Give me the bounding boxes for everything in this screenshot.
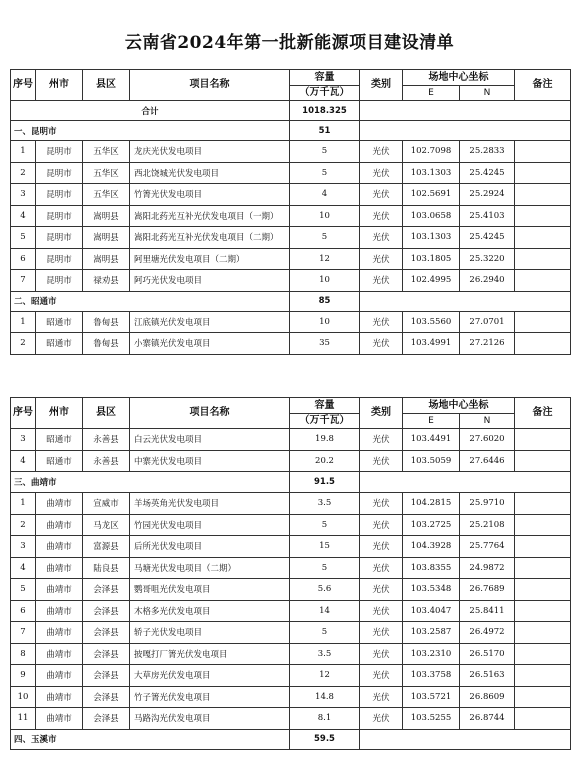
table-row [11,536,571,558]
row-number: 3 [11,429,36,451]
project-name-cell: 马路沟光伏发电项目 [130,708,290,730]
project-name-cell: 竹箐光伏发电项目 [130,184,290,206]
row-number: 7 [11,270,36,292]
latitude-cell: 25.4103 [460,205,515,227]
capacity-cell: 5 [290,514,360,536]
remark-cell [515,450,571,472]
remark-cell [515,493,571,515]
capacity-cell: 12 [290,248,360,270]
city-cell: 曲靖市 [36,557,83,579]
county-cell: 马龙区 [83,514,130,536]
table-row [11,686,571,708]
row-number: 6 [11,600,36,622]
table-row [11,450,571,472]
project-name-cell: 阿巧光伏发电项目 [130,270,290,292]
row-number: 3 [11,536,36,558]
project-name-cell: 木格多光伏发电项目 [130,600,290,622]
latitude-cell: 26.8609 [460,686,515,708]
latitude-cell: 26.5170 [460,643,515,665]
remark-cell [515,665,571,687]
table-row [11,600,571,622]
capacity-cell: 10 [290,311,360,333]
city-cell: 曲靖市 [36,686,83,708]
section-row [11,729,571,749]
project-name-cell: 小寨镇光伏发电项目 [130,333,290,355]
longitude-cell: 103.5059 [403,450,460,472]
type-cell: 光伏 [360,311,403,333]
latitude-cell: 27.0701 [460,311,515,333]
table-row [11,184,571,206]
section-label: 四、玉溪市 [11,729,290,749]
county-cell: 嵩明县 [83,227,130,249]
page-title: 云南省2024年第一批新能源项目建设清单 [124,33,455,53]
county-cell: 陆良县 [83,557,130,579]
col-header-remark: 备注 [515,70,571,101]
col-header-e: E [403,414,460,429]
city-cell: 曲靖市 [36,579,83,601]
row-number: 4 [11,205,36,227]
col-header-remark: 备注 [515,398,571,429]
longitude-cell: 104.3928 [403,536,460,558]
row-number: 1 [11,493,36,515]
row-number: 2 [11,162,36,184]
capacity-cell: 5 [290,622,360,644]
longitude-cell: 103.5348 [403,579,460,601]
remark-cell [515,333,571,355]
section-label: 三、曲靖市 [11,472,290,493]
latitude-cell: 25.4245 [460,227,515,249]
capacity-cell: 3.5 [290,493,360,515]
total-row [11,101,571,121]
county-cell: 会泽县 [83,708,130,730]
city-cell: 曲靖市 [36,665,83,687]
remark-cell [515,536,571,558]
table-row [11,270,571,292]
city-cell: 昆明市 [36,184,83,206]
project-name-cell: 竹园光伏发电项目 [130,514,290,536]
latitude-cell: 27.2126 [460,333,515,355]
col-header-type: 类别 [360,70,403,101]
remark-cell [515,708,571,730]
row-number: 10 [11,686,36,708]
col-header-city: 州市 [36,398,83,429]
total-label: 合计 [11,101,290,121]
remark-cell [515,311,571,333]
latitude-cell: 25.2833 [460,141,515,163]
section-subtotal: 59.5 [290,729,360,749]
remark-cell [515,184,571,206]
city-cell: 曲靖市 [36,493,83,515]
capacity-cell: 5.6 [290,579,360,601]
city-cell: 曲靖市 [36,514,83,536]
project-name-cell: 白云光伏发电项目 [130,429,290,451]
section-row [11,291,571,311]
table-row [11,162,571,184]
type-cell: 光伏 [360,557,403,579]
latitude-cell: 25.2108 [460,514,515,536]
project-name-cell: 羊场英角光伏发电项目 [130,493,290,515]
city-cell: 昆明市 [36,141,83,163]
remark-cell [515,270,571,292]
latitude-cell: 26.7689 [460,579,515,601]
county-cell: 永善县 [83,429,130,451]
capacity-cell: 10 [290,270,360,292]
section-empty-cell [360,291,571,311]
row-number: 7 [11,622,36,644]
longitude-cell: 103.1805 [403,248,460,270]
row-number: 2 [11,514,36,536]
longitude-cell: 103.4991 [403,333,460,355]
remark-cell [515,600,571,622]
section-label: 二、昭通市 [11,291,290,311]
remark-cell [515,429,571,451]
row-number: 9 [11,665,36,687]
remark-cell [515,162,571,184]
project-name-cell: 鹦哥咀光伏发电项目 [130,579,290,601]
city-cell: 昆明市 [36,205,83,227]
table-row [11,514,571,536]
capacity-cell: 10 [290,205,360,227]
longitude-cell: 104.2815 [403,493,460,515]
table-row [11,141,571,163]
section-empty-cell [360,121,571,141]
longitude-cell: 103.1303 [403,227,460,249]
county-cell: 永善县 [83,450,130,472]
longitude-cell: 103.5255 [403,708,460,730]
row-number: 2 [11,333,36,355]
section-empty-cell [360,729,571,749]
latitude-cell: 25.2924 [460,184,515,206]
row-number: 1 [11,311,36,333]
type-cell: 光伏 [360,708,403,730]
project-table-2 [10,397,571,750]
city-cell: 昭通市 [36,429,83,451]
county-cell: 会泽县 [83,643,130,665]
latitude-cell: 26.8744 [460,708,515,730]
section-subtotal: 51 [290,121,360,141]
section-subtotal: 91.5 [290,472,360,493]
table-row [11,708,571,730]
section-row [11,472,571,493]
county-cell: 宣威市 [83,493,130,515]
col-header-capacity: 容量 [290,398,360,414]
col-header-project: 项目名称 [130,398,290,429]
city-cell: 昆明市 [36,227,83,249]
table-row [11,429,571,451]
city-cell: 曲靖市 [36,600,83,622]
type-cell: 光伏 [360,579,403,601]
row-number: 5 [11,227,36,249]
capacity-cell: 5 [290,141,360,163]
project-name-cell: 龙庆光伏发电项目 [130,141,290,163]
project-name-cell: 后所光伏发电项目 [130,536,290,558]
col-header-coord: 场地中心坐标 [403,70,515,86]
table-row [11,205,571,227]
row-number: 5 [11,579,36,601]
table-row [11,248,571,270]
county-cell: 五华区 [83,184,130,206]
latitude-cell: 25.4245 [460,162,515,184]
longitude-cell: 102.7098 [403,141,460,163]
col-header-project: 项目名称 [130,70,290,101]
type-cell: 光伏 [360,600,403,622]
longitude-cell: 103.5721 [403,686,460,708]
city-cell: 昭通市 [36,333,83,355]
col-header-county: 县区 [83,398,130,429]
capacity-cell: 14 [290,600,360,622]
county-cell: 会泽县 [83,600,130,622]
col-header-no: 序号 [11,398,36,429]
latitude-cell: 27.6446 [460,450,515,472]
type-cell: 光伏 [360,514,403,536]
county-cell: 嵩明县 [83,205,130,227]
longitude-cell: 103.3758 [403,665,460,687]
capacity-cell: 5 [290,162,360,184]
table-row [11,665,571,687]
col-header-n: N [460,86,515,101]
total-value: 1018.325 [290,101,360,121]
city-cell: 曲靖市 [36,643,83,665]
type-cell: 光伏 [360,248,403,270]
section-label: 一、昆明市 [11,121,290,141]
type-cell: 光伏 [360,184,403,206]
remark-cell [515,248,571,270]
table-row [11,333,571,355]
type-cell: 光伏 [360,227,403,249]
table-row [11,493,571,515]
project-table-1 [10,69,571,355]
city-cell: 昭通市 [36,311,83,333]
col-header-e: E [403,86,460,101]
table-row [11,643,571,665]
col-header-county: 县区 [83,70,130,101]
capacity-cell: 20.2 [290,450,360,472]
type-cell: 光伏 [360,162,403,184]
longitude-cell: 103.2310 [403,643,460,665]
type-cell: 光伏 [360,536,403,558]
capacity-cell: 15 [290,536,360,558]
capacity-cell: 5 [290,227,360,249]
project-name-cell: 大草房光伏发电项目 [130,665,290,687]
col-header-coord: 场地中心坐标 [403,398,515,414]
type-cell: 光伏 [360,622,403,644]
longitude-cell: 103.4047 [403,600,460,622]
county-cell: 会泽县 [83,579,130,601]
table-row [11,579,571,601]
capacity-cell: 5 [290,557,360,579]
latitude-cell: 26.2940 [460,270,515,292]
longitude-cell: 102.4995 [403,270,460,292]
type-cell: 光伏 [360,429,403,451]
type-cell: 光伏 [360,450,403,472]
project-name-cell: 竹子箐光伏发电项目 [130,686,290,708]
county-cell: 会泽县 [83,665,130,687]
col-header-capacity-unit: （万千瓦） [290,86,360,101]
type-cell: 光伏 [360,333,403,355]
section-empty-cell [360,472,571,493]
remark-cell [515,227,571,249]
remark-cell [515,579,571,601]
longitude-cell: 103.1303 [403,162,460,184]
section-subtotal: 85 [290,291,360,311]
city-cell: 昆明市 [36,162,83,184]
county-cell: 五华区 [83,162,130,184]
remark-cell [515,514,571,536]
latitude-cell: 25.3220 [460,248,515,270]
col-header-n: N [460,414,515,429]
remark-cell [515,643,571,665]
longitude-cell: 103.5560 [403,311,460,333]
longitude-cell: 103.2587 [403,622,460,644]
capacity-cell: 4 [290,184,360,206]
longitude-cell: 103.2725 [403,514,460,536]
table-row [11,622,571,644]
type-cell: 光伏 [360,205,403,227]
capacity-cell: 35 [290,333,360,355]
latitude-cell: 24.9872 [460,557,515,579]
remark-cell [515,686,571,708]
county-cell: 禄劝县 [83,270,130,292]
project-name-cell: 马塘光伏发电项目（二期） [130,557,290,579]
table-row [11,311,571,333]
row-number: 1 [11,141,36,163]
county-cell: 五华区 [83,141,130,163]
remark-cell [515,557,571,579]
county-cell: 会泽县 [83,622,130,644]
row-number: 11 [11,708,36,730]
latitude-cell: 26.4972 [460,622,515,644]
table-row [11,557,571,579]
longitude-cell: 103.4491 [403,429,460,451]
type-cell: 光伏 [360,686,403,708]
row-number: 3 [11,184,36,206]
project-name-cell: 江底镇光伏发电项目 [130,311,290,333]
county-cell: 会泽县 [83,686,130,708]
longitude-cell: 102.5691 [403,184,460,206]
row-number: 4 [11,450,36,472]
capacity-cell: 3.5 [290,643,360,665]
project-name-cell: 轿子光伏发电项目 [130,622,290,644]
col-header-capacity: 容量 [290,70,360,86]
longitude-cell: 103.0658 [403,205,460,227]
latitude-cell: 25.9710 [460,493,515,515]
capacity-cell: 14.8 [290,686,360,708]
table-row [11,227,571,249]
row-number: 6 [11,248,36,270]
type-cell: 光伏 [360,270,403,292]
city-cell: 昭通市 [36,450,83,472]
latitude-cell: 25.7764 [460,536,515,558]
latitude-cell: 27.6020 [460,429,515,451]
project-name-cell: 嵩阳北药光互补光伏发电项目（一期） [130,205,290,227]
remark-cell [515,205,571,227]
latitude-cell: 25.8411 [460,600,515,622]
city-cell: 昆明市 [36,270,83,292]
city-cell: 曲靖市 [36,536,83,558]
project-name-cell: 阿里塘光伏发电项目（二期） [130,248,290,270]
county-cell: 嵩明县 [83,248,130,270]
capacity-cell: 8.1 [290,708,360,730]
type-cell: 光伏 [360,643,403,665]
project-name-cell: 披嘎打厂箐光伏发电项目 [130,643,290,665]
col-header-city: 州市 [36,70,83,101]
row-number: 8 [11,643,36,665]
capacity-cell: 19.8 [290,429,360,451]
col-header-type: 类别 [360,398,403,429]
col-header-no: 序号 [11,70,36,101]
project-name-cell: 嵩阳北药光互补光伏发电项目（二期） [130,227,290,249]
remark-cell [515,622,571,644]
latitude-cell: 26.5163 [460,665,515,687]
city-cell: 曲靖市 [36,708,83,730]
section-row [11,121,571,141]
county-cell: 鲁甸县 [83,311,130,333]
city-cell: 曲靖市 [36,622,83,644]
type-cell: 光伏 [360,493,403,515]
county-cell: 鲁甸县 [83,333,130,355]
county-cell: 富源县 [83,536,130,558]
col-header-capacity-unit: （万千瓦） [290,414,360,429]
total-empty-cell [360,101,571,121]
project-name-cell: 中寨光伏发电项目 [130,450,290,472]
row-number: 4 [11,557,36,579]
type-cell: 光伏 [360,665,403,687]
project-name-cell: 西北饶城光伏发电项目 [130,162,290,184]
longitude-cell: 103.8355 [403,557,460,579]
type-cell: 光伏 [360,141,403,163]
capacity-cell: 12 [290,665,360,687]
city-cell: 昆明市 [36,248,83,270]
remark-cell [515,141,571,163]
